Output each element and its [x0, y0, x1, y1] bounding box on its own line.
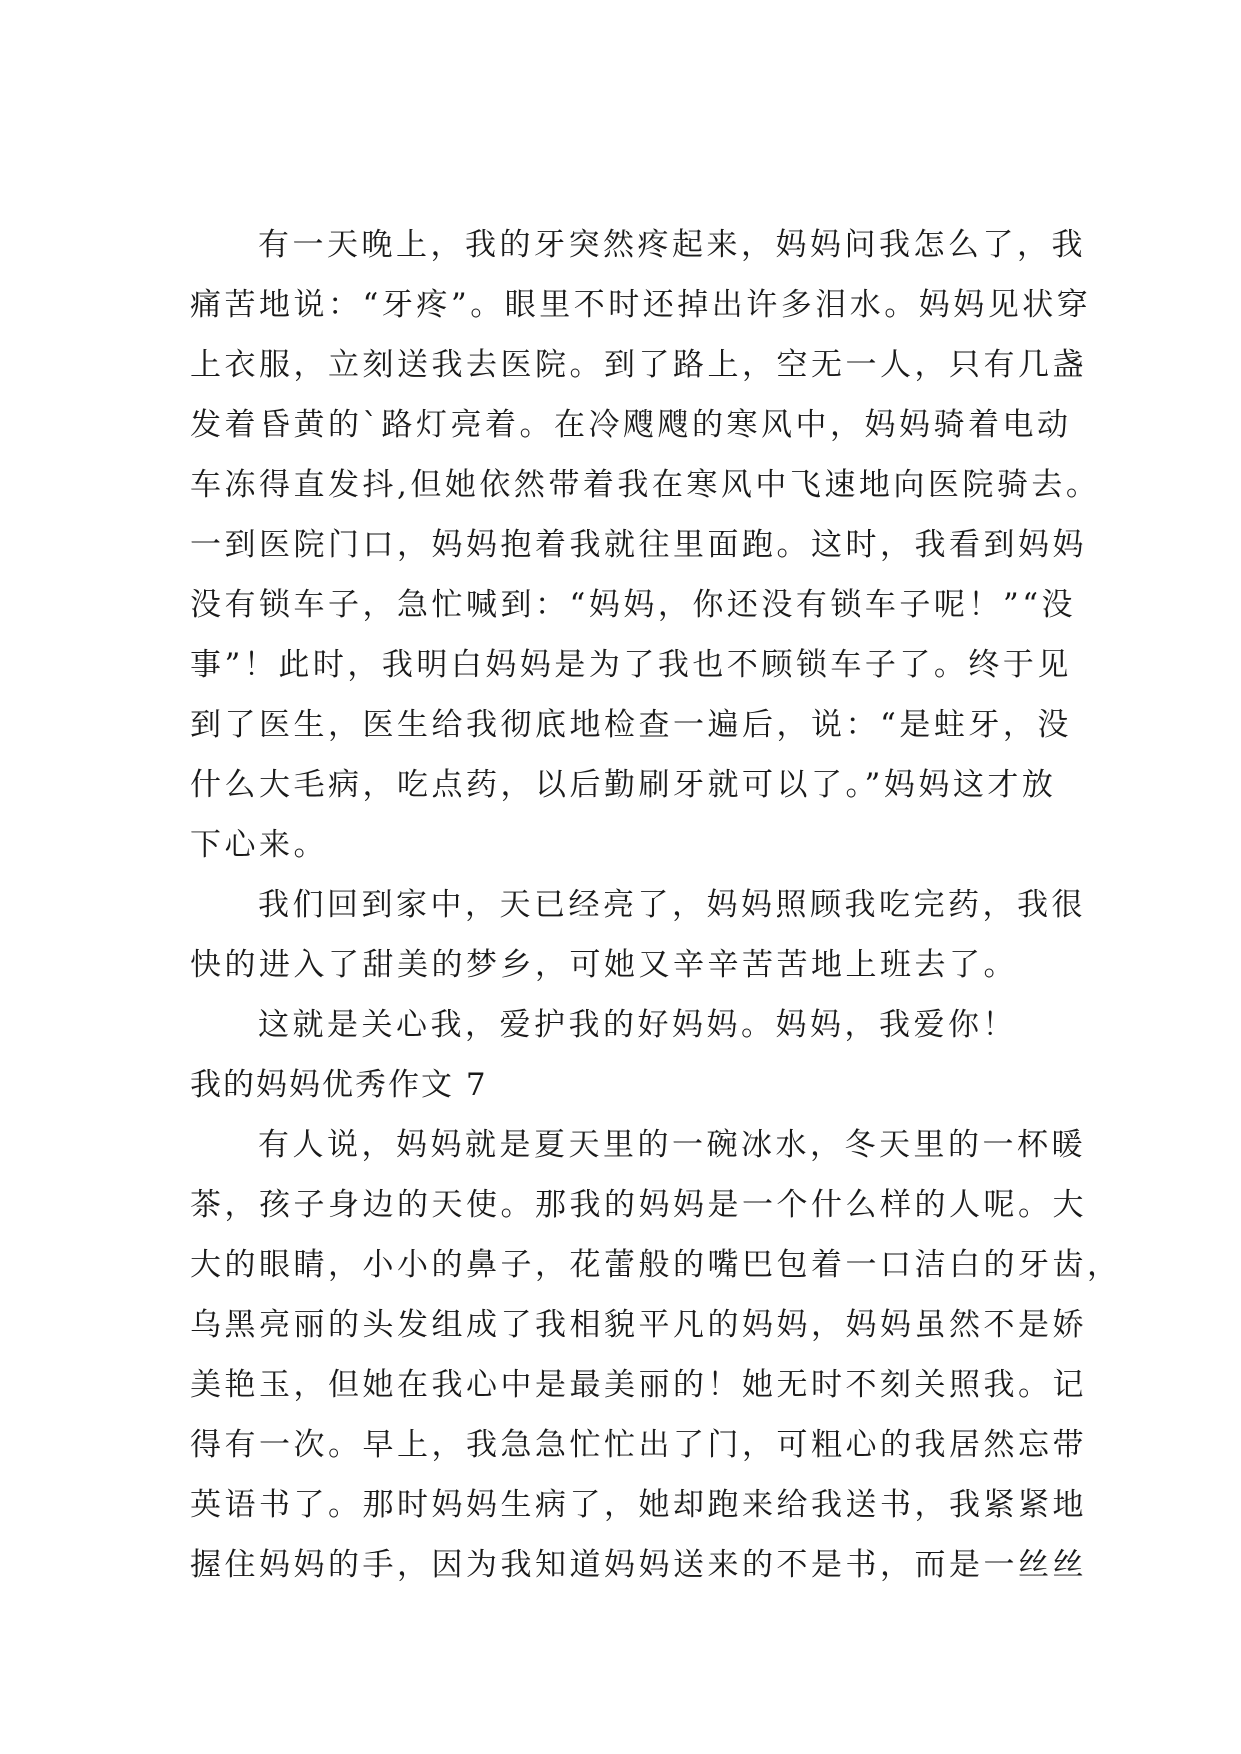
text-line: 这就是关心我，爱护我的好妈妈。妈妈，我爱你！	[258, 1007, 1017, 1043]
text-line: 乌黑亮丽的头发组成了我相貌平凡的妈妈，妈妈虽然不是娇	[190, 1307, 1087, 1343]
text-line: 什么大毛病，吃点药，以后勤刷牙就可以了。”妈妈这才放	[190, 767, 1057, 803]
text-line: 下心来。	[190, 827, 328, 863]
text-line: 美艳玉，但她在我心中是最美丽的！她无时不刻关照我。记	[190, 1367, 1087, 1403]
text-line: 有一天晚上，我的牙突然疼起来，妈妈问我怎么了，我	[258, 227, 1086, 263]
text-line: 有人说，妈妈就是夏天里的一碗冰水，冬天里的一杯暖	[258, 1127, 1086, 1163]
text-line: 茶，孩子身边的天使。那我的妈妈是一个什么样的人呢。大	[190, 1187, 1087, 1223]
text-line: 上衣服，立刻送我去医院。到了路上，空无一人，只有几盏	[190, 347, 1087, 383]
text-line: 大的眼睛，小小的鼻子，花蕾般的嘴巴包着一口洁白的牙齿，	[190, 1247, 1122, 1283]
text-line: 我们回到家中，天已经亮了，妈妈照顾我吃完药，我很	[258, 887, 1086, 923]
text-line: 车冻得直发抖,但她依然带着我在寒风中飞速地向医院骑去。	[190, 467, 1101, 503]
text-line: 快的进入了甜美的梦乡，可她又辛辛苦苦地上班去了。	[190, 947, 1018, 983]
document-body	[190, 215, 1122, 1595]
text-line: 一到医院门口，妈妈抱着我就往里面跑。这时，我看到妈妈	[190, 527, 1087, 563]
text-line: 痛苦地说：“牙疼”。眼里不时还掉出许多泪水。妈妈见状穿	[190, 287, 1092, 323]
text-line: 得有一次。早上，我急急忙忙出了门，可粗心的我居然忘带	[190, 1427, 1087, 1463]
text-line: 没有锁车子，急忙喊到：“妈妈，你还没有锁车子呢！”“没	[190, 587, 1077, 623]
text-line: 英语书了。那时妈妈生病了，她却跑来给我送书，我紧紧地	[190, 1487, 1087, 1523]
text-line: 发着昏黄的`路灯亮着。在冷飕飕的寒风中，妈妈骑着电动	[190, 407, 1072, 443]
text-line: 事”！此时，我明白妈妈是为了我也不顾锁车子了。终于见	[190, 647, 1072, 683]
section-heading: 我的妈妈优秀作文 7	[190, 1067, 488, 1103]
text-line: 到了医生，医生给我彻底地检查一遍后，说：“是蛀牙，没	[190, 707, 1072, 743]
text-line: 握住妈妈的手，因为我知道妈妈送来的不是书，而是一丝丝	[190, 1547, 1087, 1583]
